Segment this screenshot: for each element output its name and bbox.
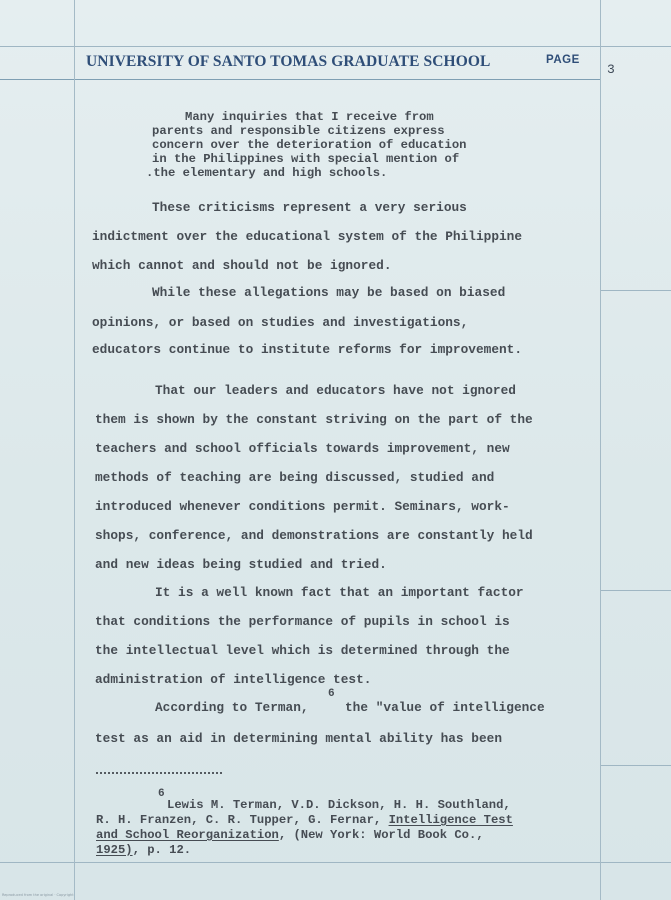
footnote-line <box>96 813 513 827</box>
footnote-line <box>96 843 191 857</box>
footnote-year: 1925) <box>96 843 133 857</box>
margin-rule-1 <box>600 290 671 291</box>
body-line: that conditions the performance of pupils in school is <box>95 614 510 629</box>
quote-line: concern over the deterioration of education <box>152 138 467 152</box>
footnote-book-title: Intelligence Test <box>388 813 513 827</box>
page-label: PAGE <box>546 54 580 66</box>
body-line: test as an aid in determining mental ability has been <box>95 731 503 746</box>
body-line: These criticisms represent a very serious <box>152 200 467 215</box>
top-rule <box>0 46 671 47</box>
quote-line: Many inquiries that I receive from <box>185 110 434 124</box>
footnote-authors: R. H. Franzen, C. R. Tupper, G. Fernar, <box>96 813 382 827</box>
footnote-reference: 6 <box>328 688 335 700</box>
body-line: shops, conference, and demonstrations are constantly held <box>95 528 533 543</box>
body-line: According to Terman, <box>155 700 309 715</box>
scan-note: Reproduced from the original · Copyright <box>2 893 74 897</box>
body-line: the "value of intelligence <box>345 700 545 715</box>
body-line: them is shown by the constant striving on the part of the <box>95 412 533 427</box>
footnote-line <box>96 828 484 842</box>
body-line: administration of intelligence test. <box>95 672 372 687</box>
footnote-line: Lewis M. Terman, V.D. Dickson, H. H. Southland, <box>167 798 511 812</box>
left-margin-line <box>74 0 75 900</box>
quote-line: .the elementary and high schools. <box>146 166 388 180</box>
body-line: While these allegations may be based on biased <box>152 285 506 300</box>
body-line: It is a well known fact that an important factor <box>155 585 524 600</box>
body-line: and new ideas being studied and tried. <box>95 557 387 572</box>
margin-rule-2 <box>600 590 671 591</box>
margin-rule-3 <box>600 765 671 766</box>
footnote-separator <box>96 772 222 774</box>
page-number: 3 <box>607 62 615 77</box>
footnote-marker: 6 <box>158 788 165 800</box>
footnote-publisher: , (New York: World Book Co., <box>278 828 484 842</box>
institution-header: UNIVERSITY OF SANTO TOMAS GRADUATE SCHOOL <box>86 53 491 70</box>
bottom-rule <box>0 862 671 863</box>
body-line: That our leaders and educators have not ignored <box>155 383 516 398</box>
body-line: educators continue to institute reforms for improvement. <box>92 342 523 357</box>
body-line: the intellectual level which is determined through the <box>95 643 510 658</box>
body-line: which cannot and should not be ignored. <box>92 258 392 273</box>
body-line: introduced whenever conditions permit. Seminars, work- <box>95 499 510 514</box>
body-line: indictment over the educational system of the Philippine <box>92 229 523 244</box>
body-line: teachers and school officials towards improvement, new <box>95 441 510 456</box>
header-rule <box>0 79 600 80</box>
quote-line: in the Philippines with special mention of <box>152 152 460 166</box>
quote-line: parents and responsible citizens express <box>152 124 445 138</box>
body-line: methods of teaching are being discussed, studied and <box>95 470 495 485</box>
right-margin-line <box>600 0 601 900</box>
footnote-book-title-cont: and School Reorganization <box>96 828 279 842</box>
body-line: opinions, or based on studies and investigations, <box>92 315 469 330</box>
footnote-page: , p. 12. <box>132 843 192 857</box>
